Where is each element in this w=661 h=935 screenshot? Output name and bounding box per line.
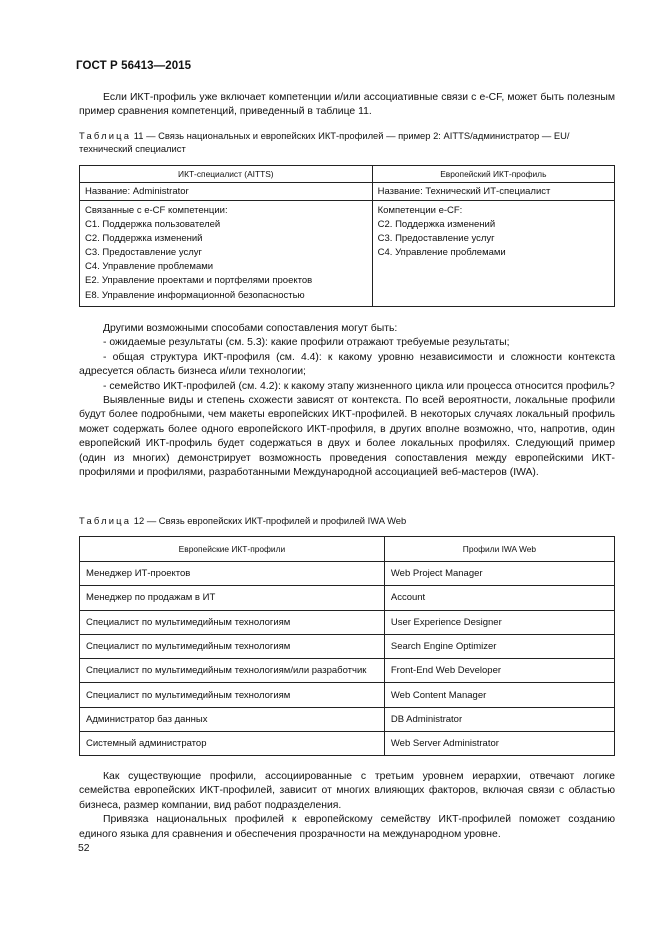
table12-col2-header: Профили IWA Web [384,537,614,562]
table-row [80,634,615,658]
table12-eu-cell: Менеджер ИТ-проектов [80,562,385,586]
body-paragraph: Другими возможными способами сопоставления могут быть: [103,323,398,334]
list-item: С2. Поддержка изменений [377,219,496,231]
table11-col2-header: Европейский ИКТ-профиль [372,166,614,183]
standard-header: ГОСТ Р 56413—2015 [76,60,192,72]
table12-eu-cell: Специалист по мультимедийным технологиям/или разработчик [80,659,385,683]
closing-paragraphs [79,770,615,842]
body-paragraph: - общая структура ИКТ-профиля (см. 4.4): к какому уровню независимости и сложности контекста адресуется область бизнеса и/или технологии; [79,351,615,378]
table-row [80,683,615,707]
table12-iwa-cell: Front-End Web Developer [384,659,614,683]
table11-col1-name: Название: Administrator [80,183,373,201]
list-item: С3. Предоставление услуг [377,233,495,245]
table11-col1-header: ИКТ-специалист (AITTS) [80,166,373,183]
table12-col1-header: Европейские ИКТ-профили [80,537,385,562]
table11-caption [79,130,615,155]
table-row [80,610,615,634]
list-item: Компетенции e-CF: [377,205,463,216]
table12-iwa-cell: Search Engine Optimizer [384,634,614,658]
body-paragraph: Выявленные виды и степень схожести зависят от контекста. По всей вероятности, локальные профили будут более подробными, чем макеты европейских ИКТ-профилей. В некоторых случаях локальный профиль может содержать более одного европейского ИКТ-профиля, в других вполне возможно, что, напротив, один европейский ИКТ-профиль будет содержаться в двух и более локальных профилях. Следующий пример (один из многих) демонстрирует возможность проведения сопоставления между европейскими ИКТ-профилями и профилями, разработанными Международной ассоциацией веб-мастеров (IWA). [79,395,615,479]
table12-iwa-cell: Web Server Administrator [384,732,614,756]
table12-eu-cell: Администратор баз данных [80,707,385,731]
table12-eu-cell: Специалист по мультимедийным технологиям [80,610,385,634]
table12-caption [79,515,615,528]
table11-col2-list [372,201,614,307]
table12-eu-cell: Системный администратор [80,732,385,756]
body-paragraph: Как существующие профили, ассоциированные с третьим уровнем иерархии, отвечают логике семейства европейских ИКТ-профилей, зависит от многих влияющих факторов, включая связи с областью бизнеса, размер компании, вид работ подразделения. [79,771,615,811]
table-11 [79,165,615,307]
table12-caption-text: 12 — Связь европейских ИКТ-профилей и профилей IWA Web [133,515,407,526]
table-12 [79,536,615,756]
table-row [80,659,615,683]
table11-caption-text: 11 — Связь национальных и европейских ИКТ-профилей — пример 2: AITTS/администратор — EU/технический специалист [79,130,570,154]
list-item: С3. Предоставление услуг [85,247,202,259]
list-item: Е8. Управление информационной безопасностью [85,289,305,301]
intro-text: Если ИКТ-профиль уже включает компетенции и/или ассоциативные связи с e-CF, может быть полезным пример сравнения компетенций, приведенный в таблице 11. [79,92,615,118]
intro-paragraph [79,91,615,120]
table-row [80,562,615,586]
body-paragraph: - ожидаемые результаты (см. 5.3): какие профили отражают требуемые результаты; [103,337,510,349]
table12-eu-cell: Менеджер по продажам в ИТ [80,586,385,610]
table12-iwa-cell: User Experience Designer [384,610,614,634]
body-paragraphs [79,322,615,480]
list-item: С2. Поддержка изменений [85,233,203,245]
list-item: С4. Управление проблемами [85,261,214,273]
table12-eu-cell: Специалист по мультимедийным технологиям [80,683,385,707]
table12-iwa-cell: Account [384,586,614,610]
table12-eu-cell: Специалист по мультимедийным технологиям [80,634,385,658]
table-row [80,586,615,610]
page-number: 52 [78,843,90,854]
table-row [80,707,615,731]
table11-col1-list [80,201,373,307]
table11-caption-label: Таблица [79,130,132,141]
list-item: Е2. Управление проектами и портфелями проектов [85,275,313,287]
table12-iwa-cell: DB Administrator [384,707,614,731]
table12-iwa-cell: Web Content Manager [384,683,614,707]
table11-col2-name: Название: Технический ИТ-специалист [372,183,614,201]
list-item: Связанные с e-CF компетенции: [85,205,228,216]
list-item: С4. Управление проблемами [377,247,506,259]
table12-caption-label: Таблица [79,515,132,526]
body-paragraph: - семейство ИКТ-профилей (см. 4.2): к какому этапу жизненного цикла или процесса относится профиль? [103,380,615,392]
list-item: С1. Поддержка пользователей [85,219,221,231]
body-paragraph: Привязка национальных профилей к европейскому семейству ИКТ-профилей поможет созданию единого языка для сравнения и обеспечения прозрачности на международном уровне. [79,814,615,840]
table-row [80,732,615,756]
table12-iwa-cell: Web Project Manager [384,562,614,586]
